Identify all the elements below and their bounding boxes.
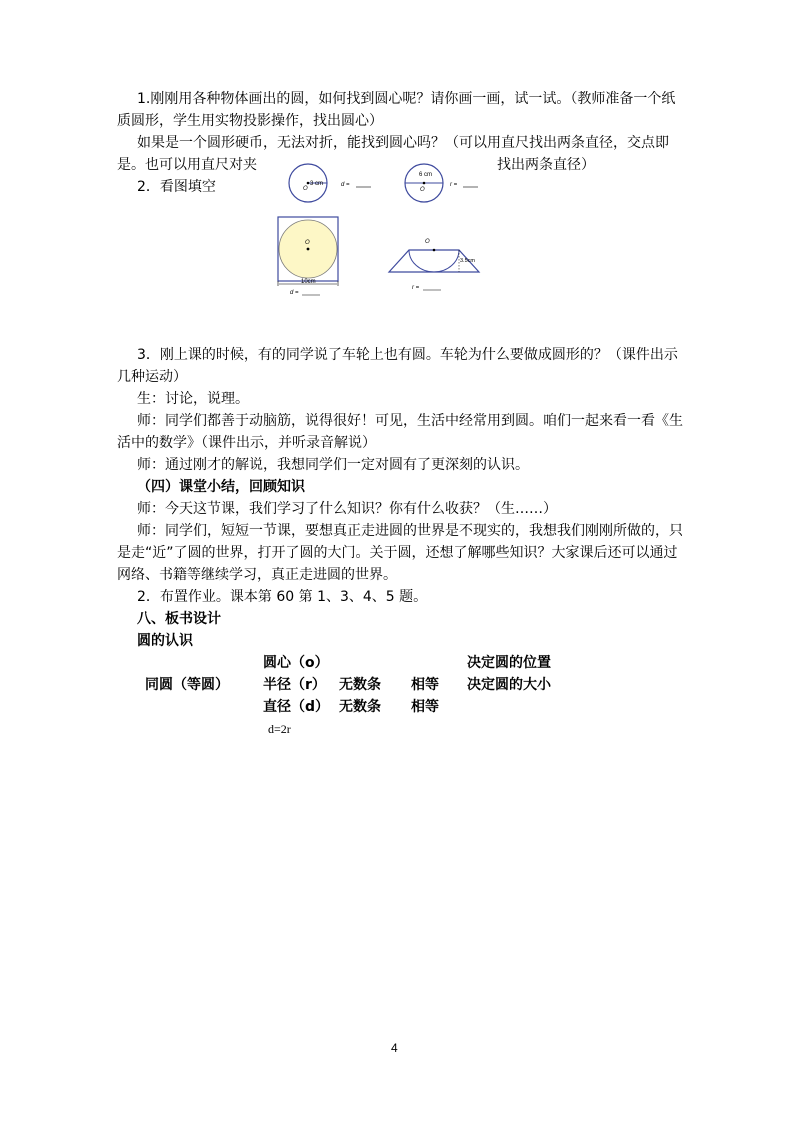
answer-label: d = [290,290,299,296]
paragraph-wheel-cont: 几种运动） [117,369,187,385]
center-point [433,249,436,252]
paragraph-coin: 如果是一个圆形硬币，无法对折，能找到圆心吗？（可以用直尺找出两条直径，交点即 [137,135,669,151]
section-heading-summary: （四）课堂小结，回顾知识 [137,479,305,495]
paragraph-closing-end: 网络、书籍等继续学习，真正走进圆的世界。 [117,567,397,583]
figure-circle-radius [285,160,385,210]
paragraph-closing: 师：同学们，短短一节课，要想真正走进圆的世界是不现实的，我想我们刚刚所做的，只 [137,523,683,539]
center-label: O [425,239,430,245]
diameter-label: 6 cm [419,172,433,178]
paragraph-find-center: 1.刚刚用各种物体画出的圆，如何找到圆心呢？请你画一画，试一试。（教师准备一个纸 [137,91,676,107]
paragraph-homework: 2．布置作业。课本第 60 第 1、3、4、5 题。 [137,589,428,605]
paragraph-teacher-praise: 师：同学们都善于动脑筋，说得很好！可见，生活中经常用到圆。咱们一起来看一看《生 [137,413,683,429]
center-point [423,182,426,185]
paragraph-question: 师：今天这节课，我们学习了什么知识？你有什么收获？（生……） [137,501,557,517]
answer-label: r = [450,182,458,188]
answer-label: d = [341,182,350,188]
paragraph-find-center-cont: 质圆形，学生用实物投影操作，找出圆心） [117,113,383,129]
center-point [307,248,310,251]
board-center-role: 决定圆的位置 [467,655,551,671]
paragraph-closing-cont: 是走“近”了圆的世界，打开了圆的大门。关于圆，还想了解哪些知识？大家课后还可以通过 [117,545,678,561]
board-same-circle: 同圆（等圆） [145,677,229,693]
height-label: 3.5cm [460,258,475,264]
radius-label: 3 cm [310,181,324,187]
paragraph-teacher-summary: 师：通过刚才的解说，我想同学们一定对圆有了更深刻的认识。 [137,457,529,473]
board-title: 圆的认识 [137,633,193,649]
board-formula: d=2r [268,722,291,736]
paragraph-student: 生：讨论，说理。 [137,391,249,407]
paragraph-teacher-praise-cont: 活中的数学》（课件出示，并听录音解说） [117,435,376,451]
board-center-term: 圆心（o） [263,655,329,671]
paragraph-wheel: 3．刚上课的时候，有的同学说了车轮上也有圆。车轮为什么要做成圆形的？（课件出示 [137,347,678,363]
figure-trapezoid-semicircle [385,232,495,294]
center-point [307,182,310,185]
board-radius-count: 无数条 [339,677,381,693]
page-number: 4 [391,1041,398,1055]
figure-inscribed-circle [268,210,348,302]
semicircle-shape [409,250,459,272]
figure-circle-diameter [400,160,500,210]
center-label: O [420,187,425,193]
section-heading-board: 八、板书设计 [137,611,221,627]
board-radius-term: 半径（r） [263,677,326,693]
paragraph-coin-cont: 是。也可以用直尺对夹 [117,157,257,173]
answer-label: r = [412,285,420,291]
board-diameter-term: 直径（d） [263,699,330,715]
board-diameter-equal: 相等 [411,699,439,715]
center-label: O [303,186,308,192]
center-label: O [305,240,310,246]
width-label: 10cm [301,279,316,285]
board-radius-role: 决定圆的大小 [467,677,551,693]
paragraph-fill-blank: 2．看图填空 [137,179,216,195]
paragraph-coin-end: 找出两条直径） [497,157,595,173]
board-radius-equal: 相等 [411,677,439,693]
board-diameter-count: 无数条 [339,699,381,715]
